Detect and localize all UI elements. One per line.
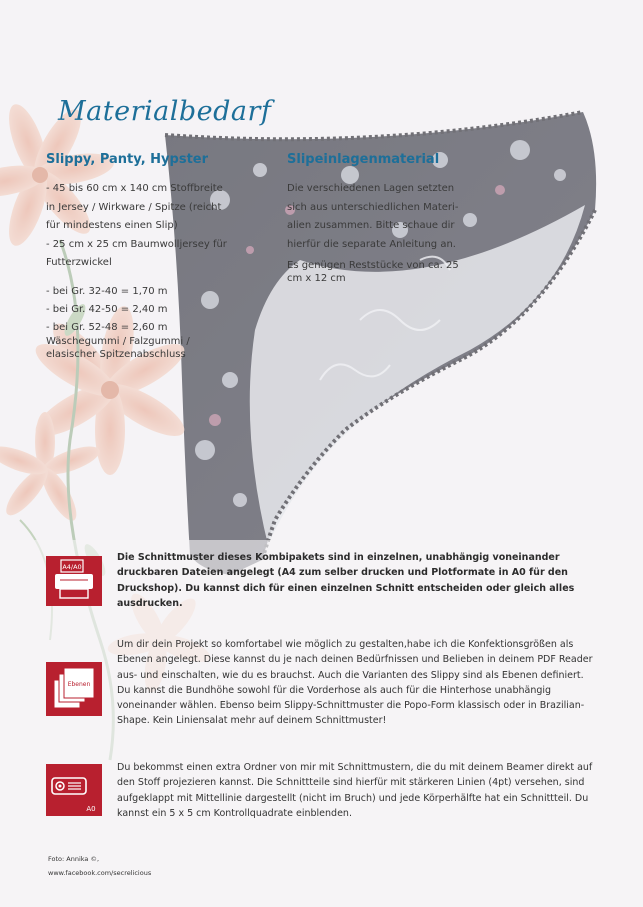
projector-icon-box (46, 764, 102, 816)
col1-line: Futterzwickel (46, 257, 112, 268)
col1-heading: Slippy, Panty, Hypster (46, 152, 209, 167)
photo-credit-url: www.facebook.com/secrelicious (48, 869, 152, 877)
col2-line: Es genügen Reststücke von ca. 25 (287, 260, 459, 271)
col2-line: sich aus unterschiedlichen Materi- (287, 201, 459, 213)
printer-icon-box (46, 556, 102, 606)
feature-text-print: Die Schnittmuster dieses Kombipakets sind in einzelnen, unabhängig voneinander druckbaren Dateien angelegt (A4 zum selber drucken und Plotformate in A0 für den Druckshop). Du kannst dich für einen einzelnen Schnitt entscheiden oder gleich alles ausdrucken. (117, 552, 575, 609)
col2-line: cm x 12 cm (287, 273, 346, 284)
page-title: Materialbedarf (58, 96, 272, 127)
projector-icon-label: A0 (86, 805, 96, 813)
col2-text (287, 180, 487, 285)
layers-icon-box (46, 662, 102, 716)
layers-icon-label: Ebenen (67, 681, 91, 688)
printer-icon-label: A4/A0 (62, 563, 82, 571)
projector-icon (46, 764, 102, 816)
col1-line: in Jersey / Wirkware / Spitze (reicht (46, 201, 222, 213)
col2-heading: Slipeinlagenmaterial (287, 152, 440, 167)
col2-line: alien zusammen. Bitte schaue dir (287, 220, 455, 231)
col2-line: Die verschiedenen Lagen setzten (287, 183, 455, 194)
col1-line: - 25 cm x 25 cm Baumwolljersey für (46, 238, 227, 250)
feature-text-projector: Du bekommst einen extra Ordner von mir mit Schnittmustern, die du mit deinem Beamer direkt auf den Stoff projezieren kannst. Die Schnittteile sind hierfür mit stärkeren Linien (4pt) versehen, sind aufgeklappt mit Mittellinie dargestellt (nicht im Bruch) und jede Körperhälfte hat ein Schnittteil. Du kannst ein 5 x 5 cm Kontrollquadrate einblenden. (117, 762, 593, 819)
col1-line: für mindestens einen Slip) (46, 220, 178, 231)
elastic-line: Wäschegummi / Falzgummi / (46, 335, 190, 347)
size-line: - bei Gr. 42-50 = 2,40 m (46, 304, 168, 315)
feature-text-layers: Um dir dein Projekt so komfortabel wie möglich zu gestalten,habe ich die Konfektionsgrößen als Ebenen angelegt. Diese kannst du je nach deinen Bedürfnissen und Belieben in deinem PDF Reader aus- und einschalten, wie du es brauchst. Auch die Varianten des Slippy sind als Ebenen definiert. Du kannst die Bundhöhe sowohl für die Vorderhose als auch für die Hinterhose unabhängig voneinander wählen. Ebenso beim Slippy-Schnittmuster die Popo-Form klassisch oder in Brazilian-Shape. Kein Liniensalat mehr auf deinem Schnittmuster! (117, 639, 593, 727)
layers-icon (46, 662, 102, 716)
size-line: - bei Gr. 32-40 = 1,70 m (46, 285, 168, 297)
photo-credit: Foto: Annika ©, (48, 855, 100, 863)
col1-text (46, 180, 261, 361)
col2-line: hierfür die separate Anleitung an. (287, 238, 456, 250)
elastic-line: elasischer Spitzenabschluss (46, 348, 186, 360)
col1-line: - 45 bis 60 cm x 140 cm Stoffbreite (46, 183, 223, 194)
printer-icon (46, 556, 102, 606)
size-line: - bei Gr. 52-48 = 2,60 m (46, 321, 168, 333)
